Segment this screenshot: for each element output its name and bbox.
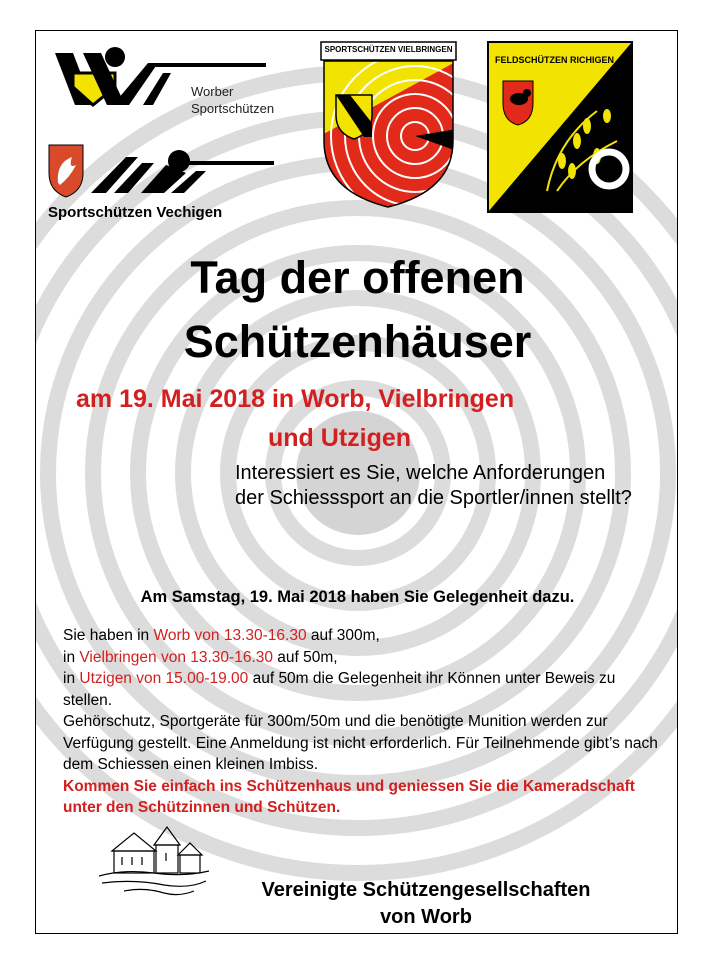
headline-line1: Tag der offenen (190, 252, 525, 303)
richigen-name: FELDSCHÜTZEN RICHIGEN (495, 55, 614, 65)
headline-line2: Schützenhäuser (183, 316, 532, 367)
organizer (216, 877, 636, 931)
question-text: Interessiert es Sie, welche Anforderungen der Schiesssport an die Sportler/innen stellt? (235, 462, 632, 509)
vielbringen-shield (320, 41, 457, 211)
vechigen-emblem (46, 143, 276, 201)
utzigen-time: Utzigen von 15.00-19.00 (79, 670, 249, 687)
vechigen-name: Sportschützen Vechigen (48, 204, 223, 221)
schedule-worb: Sie haben in Worb von 13.30-16.30 auf 300m, (63, 627, 380, 644)
worber-logo (53, 43, 275, 116)
worber-name-line2: Sportschützen (191, 101, 275, 116)
worber-name-line1: Worber (191, 84, 234, 99)
vielbringen-time: Vielbringen von 13.30-16.30 (79, 648, 273, 666)
callout-text: Kommen Sie einfach ins Schützenhaus und geniessen Sie die Kameradschaft unter den Schützinnen und Schützen. (63, 777, 635, 816)
info-text: Gehörschutz, Sportgeräte für 300m/50m und die benötigte Munition werden zur Verfügung gestellt. Eine Anmeldung ist nicht erforderlich. Für Teilnehmende gibt’s nach dem Schiessen einen kleinen Imbiss. (63, 713, 658, 773)
organizer-line1: Vereinigte Schützengesellschaften (261, 879, 591, 901)
schedule-utzigen: in Utzigen von 15.00-19.00 auf 50m die Gelegenheit ihr Können unter Beweis zu stellen. (63, 670, 616, 709)
vechigen-logo (46, 143, 276, 223)
date-highlight: Am Samstag, 19. Mai 2018 haben Sie Gelegenheit dazu. (140, 588, 575, 606)
castle-illustration (94, 821, 214, 901)
richigen-flag (487, 41, 633, 213)
subheadline-line1: am 19. Mai 2018 in Worb, Vielbringen (76, 385, 515, 413)
subheadline-line2: und Utzigen (268, 424, 412, 452)
vielbringen-name: SPORTSCHÜTZEN VIELBRINGEN (324, 45, 453, 54)
organizer-line2: von Worb (380, 906, 472, 928)
flyer (35, 30, 678, 934)
schedule-vielbringen: in Vielbringen von 13.30-16.30 auf 50m, (63, 648, 338, 666)
body-text (63, 625, 663, 819)
worb-time: Worb von 13.30-16.30 (153, 627, 307, 644)
vielbringen-logo (320, 41, 457, 211)
richigen-logo (487, 41, 633, 213)
